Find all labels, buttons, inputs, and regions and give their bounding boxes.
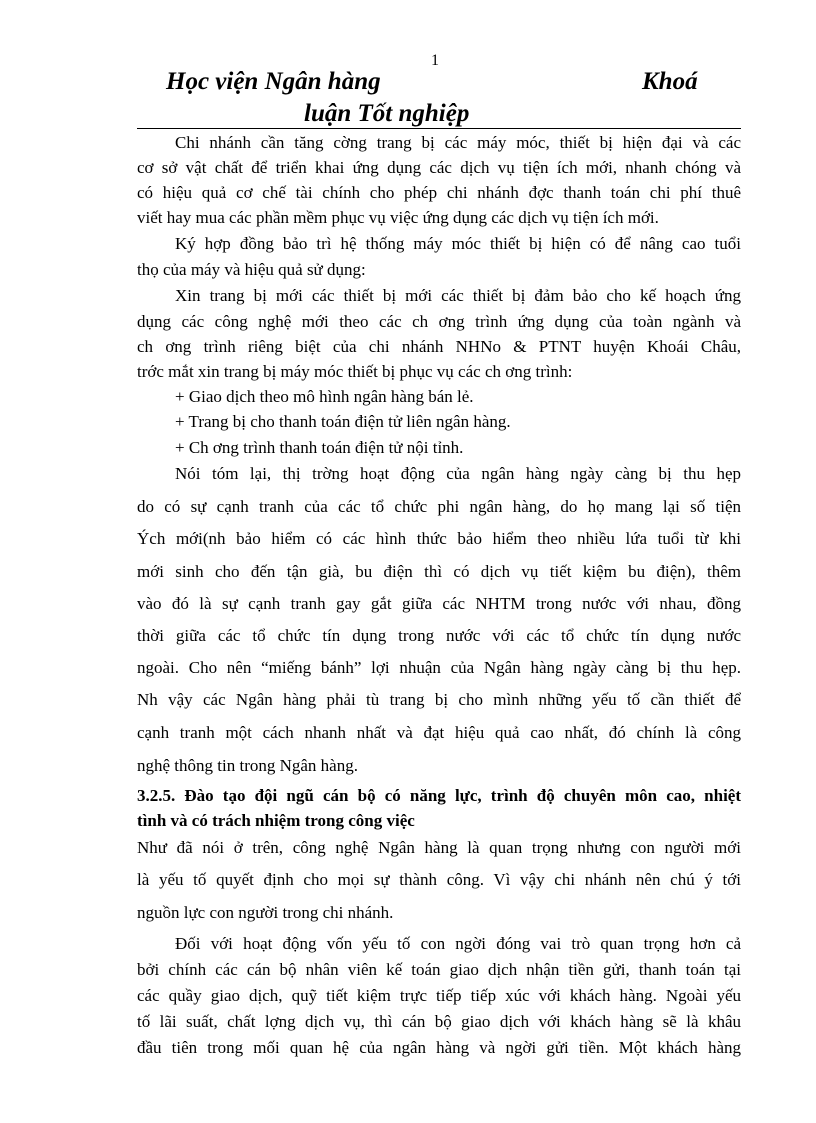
text-line: tố lãi suất, chất lợng dịch vụ, thì cán bộ giao dịch với khách hàng sẽ là khâu bbox=[137, 1012, 741, 1031]
text-line: đầu tiên trong mối quan hệ của ngân hàng và ngời gửi tiền. Một khách hàng bbox=[137, 1038, 741, 1057]
text-line: nghệ thông tin trong Ngân hàng. bbox=[137, 756, 358, 775]
bullet-item: + Trang bị cho thanh toán điện tử liên ngân hàng. bbox=[175, 412, 511, 431]
text-line: Đối với hoạt động vốn yếu tố con ngời đóng vai trò quan trọng hơn cả bbox=[175, 934, 741, 953]
text-line: mới sinh cho đến tận già, bu điện thì có dịch vụ tiết kiệm bu điện), thêm bbox=[137, 562, 741, 581]
header-thesis-part1: Khoá bbox=[642, 68, 698, 95]
text-line: Ký hợp đồng bảo trì hệ thống máy móc thiết bị hiện có để nâng cao tuổi bbox=[175, 234, 741, 253]
text-line: các quầy giao dịch, quỹ tiết kiệm trực tiếp tiếp xúc với khách hàng. Ngoài yếu bbox=[137, 986, 741, 1005]
text-line: ngoài. Cho nên “miếng bánh” lợi nhuận của Ngân hàng ngày càng bị thu hẹp. bbox=[137, 658, 741, 677]
header-thesis-part2: luận Tốt nghiệp bbox=[304, 100, 470, 127]
bullet-item: + Giao dịch theo mô hình ngân hàng bán lẻ. bbox=[175, 387, 474, 406]
text-line: trớc mắt xin trang bị máy móc thiết bị phục vụ các ch ơng trình: bbox=[137, 362, 573, 381]
text-line: Nh vậy các Ngân hàng phải tù trang bị cho mình những yếu tố cần thiết để bbox=[137, 690, 741, 709]
text-line: Xin trang bị mới các thiết bị mới các thiết bị đảm bảo cho kế hoạch ứng bbox=[175, 286, 741, 305]
text-line: nguồn lực con người trong chi nhánh. bbox=[137, 903, 394, 922]
text-line: Nói tóm lại, thị trờng hoạt động của ngân hàng ngày càng bị thu hẹp bbox=[175, 464, 741, 483]
text-line: Chi nhánh cần tăng cờng trang bị các máy móc, thiết bị hiện đại và các bbox=[175, 133, 741, 152]
text-line: dụng các công nghệ mới theo các ch ơng trình ứng dụng của toàn ngành và bbox=[137, 312, 741, 331]
page-number: 1 bbox=[431, 52, 439, 69]
text-line: do có sự cạnh tranh của các tổ chức phi ngân hàng, do họ mang lại số tiện bbox=[137, 497, 741, 516]
text-line: thọ của máy và hiệu quả sử dụng: bbox=[137, 260, 366, 279]
text-line: có hiệu quả cơ chế tài chính cho phép chi nhánh đợc thanh toán chi phí thuê bbox=[137, 183, 741, 202]
text-line: Như đã nói ở trên, công nghệ Ngân hàng là quan trọng nhưng con người mới bbox=[137, 838, 741, 857]
text-line: cơ sở vật chất để triển khai ứng dụng các dịch vụ tiện ích mới, nhanh chóng và bbox=[137, 158, 741, 177]
header-rule bbox=[137, 128, 741, 129]
text-line: viết hay mua các phần mềm phục vụ việc ứng dụng các dịch vụ tiện ích mới. bbox=[137, 208, 659, 227]
text-line: cạnh tranh một cách nhanh nhất và đạt hiệu quả cao nhất, đó chính là công bbox=[137, 723, 741, 742]
text-line: là yếu tố quyết định cho mọi sự thành công. Vì vậy chi nhánh nên chú ý tới bbox=[137, 870, 741, 889]
text-line: Ých mới(nh bảo hiểm có các hình thức bảo hiểm theo nhiều lứa tuổi từ khi bbox=[137, 529, 741, 548]
text-line: ch ơng trình riêng biệt của chi nhánh NHNo & PTNT huyện Khoái Châu, bbox=[137, 337, 741, 356]
section-heading: tình và có trách nhiệm trong công việc bbox=[137, 811, 415, 830]
text-line: vào đó là sự cạnh tranh gay gắt giữa các NHTM trong nước với nhau, đồng bbox=[137, 594, 741, 613]
section-heading: 3.2.5. Đào tạo đội ngũ cán bộ có năng lực, trình độ chuyên môn cao, nhiệt bbox=[137, 786, 741, 805]
bullet-item: + Ch ơng trình thanh toán điện tử nội tỉnh. bbox=[175, 438, 464, 457]
text-line: thời giữa các tổ chức tín dụng trong nước với các tổ chức tín dụng nước bbox=[137, 626, 741, 645]
header-school: Học viện Ngân hàng bbox=[166, 68, 381, 95]
text-line: bởi chính các cán bộ nhân viên kế toán giao dịch nhận tiền gửi, thanh toán tại bbox=[137, 960, 741, 979]
